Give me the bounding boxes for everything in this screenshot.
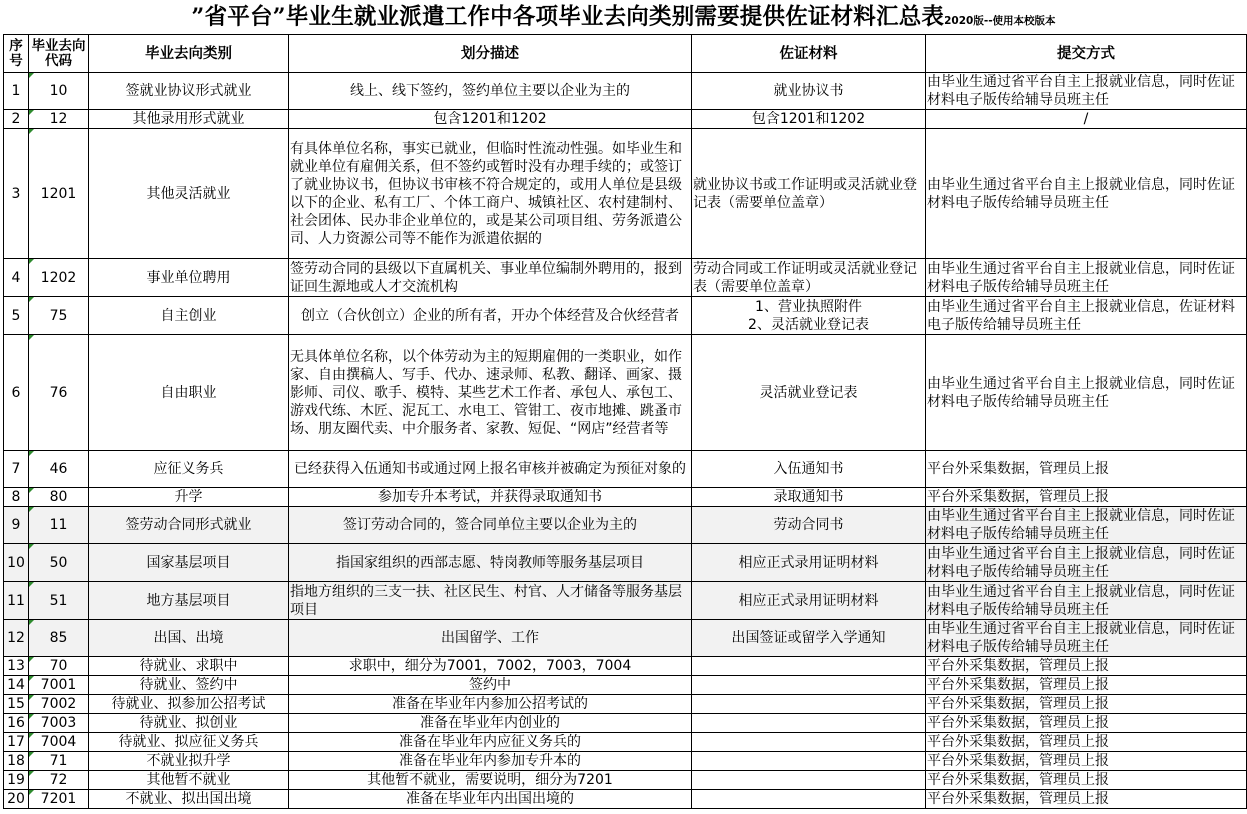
- title-text: ”省平台”毕业生就业派遣工作中各项毕业去向类别需要提供佐证材料汇总表: [191, 4, 945, 30]
- cell-category: 自主创业: [89, 297, 289, 335]
- cell-materials: 就业协议书或工作证明或灵活就业登记表（需要单位盖章）: [692, 129, 926, 259]
- cell-seq: 9: [4, 507, 29, 544]
- table-row: [4, 110, 1247, 129]
- cell-submission: 平台外采集数据，管理员上报: [926, 733, 1247, 752]
- header-submission: 提交方式: [926, 35, 1247, 73]
- cell-code: 7201: [29, 790, 89, 809]
- cell-seq: 16: [4, 714, 29, 733]
- cell-category: 出国、出境: [89, 620, 289, 657]
- cell-materials: 相应正式录用证明材料: [692, 582, 926, 620]
- table-row: [4, 582, 1247, 620]
- cell-submission: 由毕业生通过省平台自主上报就业信息，同时佐证材料电子版传给辅导员班主任: [926, 73, 1247, 110]
- cell-category: 其他暂不就业: [89, 771, 289, 790]
- cell-category: 其他录用形式就业: [89, 110, 289, 129]
- cell-description: 线上、线下签约，签约单位主要以企业为主的: [289, 73, 692, 110]
- cell-code: 1201: [29, 129, 89, 259]
- cell-seq: 1: [4, 73, 29, 110]
- cell-description: 准备在毕业年内应征义务兵的: [289, 733, 692, 752]
- header-description: 划分描述: [289, 35, 692, 73]
- cell-description: 签约中: [289, 676, 692, 695]
- table-row: [4, 695, 1247, 714]
- cell-seq: 11: [4, 582, 29, 620]
- cell-description: 准备在毕业年内创业的: [289, 714, 692, 733]
- table-row: [4, 714, 1247, 733]
- table-row: [4, 752, 1247, 771]
- cell-submission: 由毕业生通过省平台自主上报就业信息，同时佐证材料电子版传给辅导员班主任: [926, 582, 1247, 620]
- cell-category: 待就业、拟参加公招考试: [89, 695, 289, 714]
- cell-description: 签订劳动合同的，签合同单位主要以企业为主的: [289, 507, 692, 544]
- cell-code: 10: [29, 73, 89, 110]
- cell-category: 自由职业: [89, 335, 289, 451]
- cell-category: 不就业拟升学: [89, 752, 289, 771]
- table-row: [4, 790, 1247, 809]
- cell-seq: 8: [4, 488, 29, 507]
- cell-description: 无具体单位名称，以个体劳动为主的短期雇佣的一类职业，如作家、自由撰稿人、写手、代办、速录师、私教、翻译、画家、摄影师、司仪、歌手、模特、某些艺术工作者、承包人、承包工、游戏代练、木匠、泥瓦工、水电工、管钳工、夜市地摊、跳蚤市场、朋友圈代卖、中介服务者、家教、短促、“网店”经营者等: [289, 335, 692, 451]
- header-seq: 序号: [4, 35, 29, 73]
- summary-table: [3, 34, 1247, 809]
- cell-code: 7004: [29, 733, 89, 752]
- cell-submission: 平台外采集数据，管理员上报: [926, 488, 1247, 507]
- cell-category: 事业单位聘用: [89, 259, 289, 297]
- table-row: [4, 129, 1247, 259]
- cell-category: 待就业、签约中: [89, 676, 289, 695]
- cell-materials: 劳动合同或工作证明或灵活就业登记表（需要单位盖章）: [692, 259, 926, 297]
- cell-description: 出国留学、工作: [289, 620, 692, 657]
- cell-code: 70: [29, 657, 89, 676]
- cell-code: 7003: [29, 714, 89, 733]
- cell-materials: [692, 771, 926, 790]
- cell-description: 指地方组织的三支一扶、社区民生、村官、人才储备等服务基层项目: [289, 582, 692, 620]
- cell-category: 待就业、拟应征义务兵: [89, 733, 289, 752]
- cell-category: 签劳动合同形式就业: [89, 507, 289, 544]
- cell-code: 7002: [29, 695, 89, 714]
- table-row: [4, 488, 1247, 507]
- materials-line: 2、灵活就业登记表: [748, 316, 869, 333]
- cell-submission: 由毕业生通过省平台自主上报就业信息，佐证材料电子版传给辅导员班主任: [926, 297, 1247, 335]
- cell-category: 应征义务兵: [89, 451, 289, 488]
- materials-line: 1、营业执照附件: [755, 298, 862, 315]
- cell-code: 46: [29, 451, 89, 488]
- cell-submission: 由毕业生通过省平台自主上报就业信息，同时佐证材料电子版传给辅导员班主任: [926, 129, 1247, 259]
- header-materials: 佐证材料: [692, 35, 926, 73]
- table-row: [4, 771, 1247, 790]
- cell-description: 其他暂不就业，需要说明，细分为7201: [289, 771, 692, 790]
- cell-seq: 3: [4, 129, 29, 259]
- table-row: [4, 733, 1247, 752]
- cell-materials: [692, 714, 926, 733]
- table-row: [4, 657, 1247, 676]
- cell-materials: [692, 695, 926, 714]
- cell-materials: 灵活就业登记表: [692, 335, 926, 451]
- header-category: 毕业去向类别: [89, 35, 289, 73]
- table-row: [4, 544, 1247, 582]
- cell-code: 85: [29, 620, 89, 657]
- cell-submission: 平台外采集数据，管理员上报: [926, 752, 1247, 771]
- cell-seq: 19: [4, 771, 29, 790]
- cell-code: 11: [29, 507, 89, 544]
- cell-description: 准备在毕业年内参加专升本的: [289, 752, 692, 771]
- table-row: [4, 259, 1247, 297]
- cell-materials: [692, 752, 926, 771]
- table-row: [4, 297, 1247, 335]
- cell-category: 升学: [89, 488, 289, 507]
- cell-materials: 入伍通知书: [692, 451, 926, 488]
- cell-category: 待就业、求职中: [89, 657, 289, 676]
- cell-description: 创立（合伙创立）企业的所有者，开办个体经营及合伙经营者: [289, 297, 692, 335]
- cell-code: 71: [29, 752, 89, 771]
- cell-description: 准备在毕业年内参加公招考试的: [289, 695, 692, 714]
- cell-description: 求职中，细分为7001，7002，7003，7004: [289, 657, 692, 676]
- table-row: [4, 335, 1247, 451]
- cell-category: 待就业、拟创业: [89, 714, 289, 733]
- cell-seq: 2: [4, 110, 29, 129]
- cell-code: 12: [29, 110, 89, 129]
- cell-seq: 4: [4, 259, 29, 297]
- cell-seq: 5: [4, 297, 29, 335]
- cell-submission: 由毕业生通过省平台自主上报就业信息，同时佐证材料电子版传给辅导员班主任: [926, 335, 1247, 451]
- cell-seq: 20: [4, 790, 29, 809]
- version-note: 2020版--使用本校版本: [944, 15, 1056, 27]
- cell-code: 7001: [29, 676, 89, 695]
- cell-submission: 由毕业生通过省平台自主上报就业信息，同时佐证材料电子版传给辅导员班主任: [926, 544, 1247, 582]
- cell-materials: 出国签证或留学入学通知: [692, 620, 926, 657]
- cell-submission: 平台外采集数据，管理员上报: [926, 771, 1247, 790]
- cell-submission: 平台外采集数据，管理员上报: [926, 676, 1247, 695]
- cell-description: 准备在毕业年内出国出境的: [289, 790, 692, 809]
- cell-submission: 平台外采集数据，管理员上报: [926, 695, 1247, 714]
- cell-code: 51: [29, 582, 89, 620]
- cell-submission: 平台外采集数据，管理员上报: [926, 714, 1247, 733]
- table-row: [4, 451, 1247, 488]
- cell-description: 已经获得入伍通知书或通过网上报名审核并被确定为预征对象的: [289, 451, 692, 488]
- cell-description: 签劳动合同的县级以下直属机关、事业单位编制外聘用的，报到证回生源地或人才交流机构: [289, 259, 692, 297]
- cell-seq: 13: [4, 657, 29, 676]
- cell-seq: 15: [4, 695, 29, 714]
- table-body: [4, 73, 1247, 809]
- cell-description: 指国家组织的西部志愿、特岗教师等服务基层项目: [289, 544, 692, 582]
- cell-materials: [692, 733, 926, 752]
- cell-code: 75: [29, 297, 89, 335]
- cell-seq: 18: [4, 752, 29, 771]
- cell-code: 72: [29, 771, 89, 790]
- cell-materials: [692, 657, 926, 676]
- cell-submission: 由毕业生通过省平台自主上报就业信息，同时佐证材料电子版传给辅导员班主任: [926, 507, 1247, 544]
- document-title: [0, 0, 1247, 34]
- cell-seq: 14: [4, 676, 29, 695]
- cell-description: 包含1201和1202: [289, 110, 692, 129]
- cell-materials: 录取通知书: [692, 488, 926, 507]
- cell-description: 有具体单位名称，事实已就业，但临时性流动性强。如毕业生和就业单位有雇佣关系，但不签约或暂时没有办理手续的；或签订了就业协议书，但协议书审核不符合规定的，或用人单位是县级以下的企业、私有工厂、个体工商户、城镇社区、农村建制村、社会团体、民办非企业单位的，或是某公司项目组、劳务派遣公司、人力资源公司等不能作为派遣依据的: [289, 129, 692, 259]
- table-row: [4, 620, 1247, 657]
- cell-category: 其他灵活就业: [89, 129, 289, 259]
- cell-code: 1202: [29, 259, 89, 297]
- cell-category: 不就业、拟出国出境: [89, 790, 289, 809]
- cell-code: 50: [29, 544, 89, 582]
- cell-seq: 7: [4, 451, 29, 488]
- cell-submission: 由毕业生通过省平台自主上报就业信息，同时佐证材料电子版传给辅导员班主任: [926, 259, 1247, 297]
- cell-code: 76: [29, 335, 89, 451]
- table-row: [4, 73, 1247, 110]
- cell-materials: [692, 790, 926, 809]
- cell-submission: 由毕业生通过省平台自主上报就业信息，同时佐证材料电子版传给辅导员班主任: [926, 620, 1247, 657]
- cell-seq: 6: [4, 335, 29, 451]
- cell-category: 地方基层项目: [89, 582, 289, 620]
- cell-materials: 就业协议书: [692, 73, 926, 110]
- cell-materials: [692, 676, 926, 695]
- cell-submission: 平台外采集数据，管理员上报: [926, 790, 1247, 809]
- header-row: [4, 35, 1247, 73]
- cell-materials: 劳动合同书: [692, 507, 926, 544]
- cell-category: 签就业协议形式就业: [89, 73, 289, 110]
- cell-seq: 10: [4, 544, 29, 582]
- cell-seq: 17: [4, 733, 29, 752]
- cell-submission: 平台外采集数据，管理员上报: [926, 451, 1247, 488]
- cell-materials: 包含1201和1202: [692, 110, 926, 129]
- cell-submission: 平台外采集数据，管理员上报: [926, 657, 1247, 676]
- table-row: [4, 507, 1247, 544]
- header-code: 毕业去向代码: [29, 35, 89, 73]
- cell-description: 参加专升本考试，并获得录取通知书: [289, 488, 692, 507]
- cell-code: 80: [29, 488, 89, 507]
- cell-materials: [692, 297, 926, 335]
- table-row: [4, 676, 1247, 695]
- cell-materials: 相应正式录用证明材料: [692, 544, 926, 582]
- cell-seq: 12: [4, 620, 29, 657]
- cell-submission: /: [926, 110, 1247, 129]
- cell-category: 国家基层项目: [89, 544, 289, 582]
